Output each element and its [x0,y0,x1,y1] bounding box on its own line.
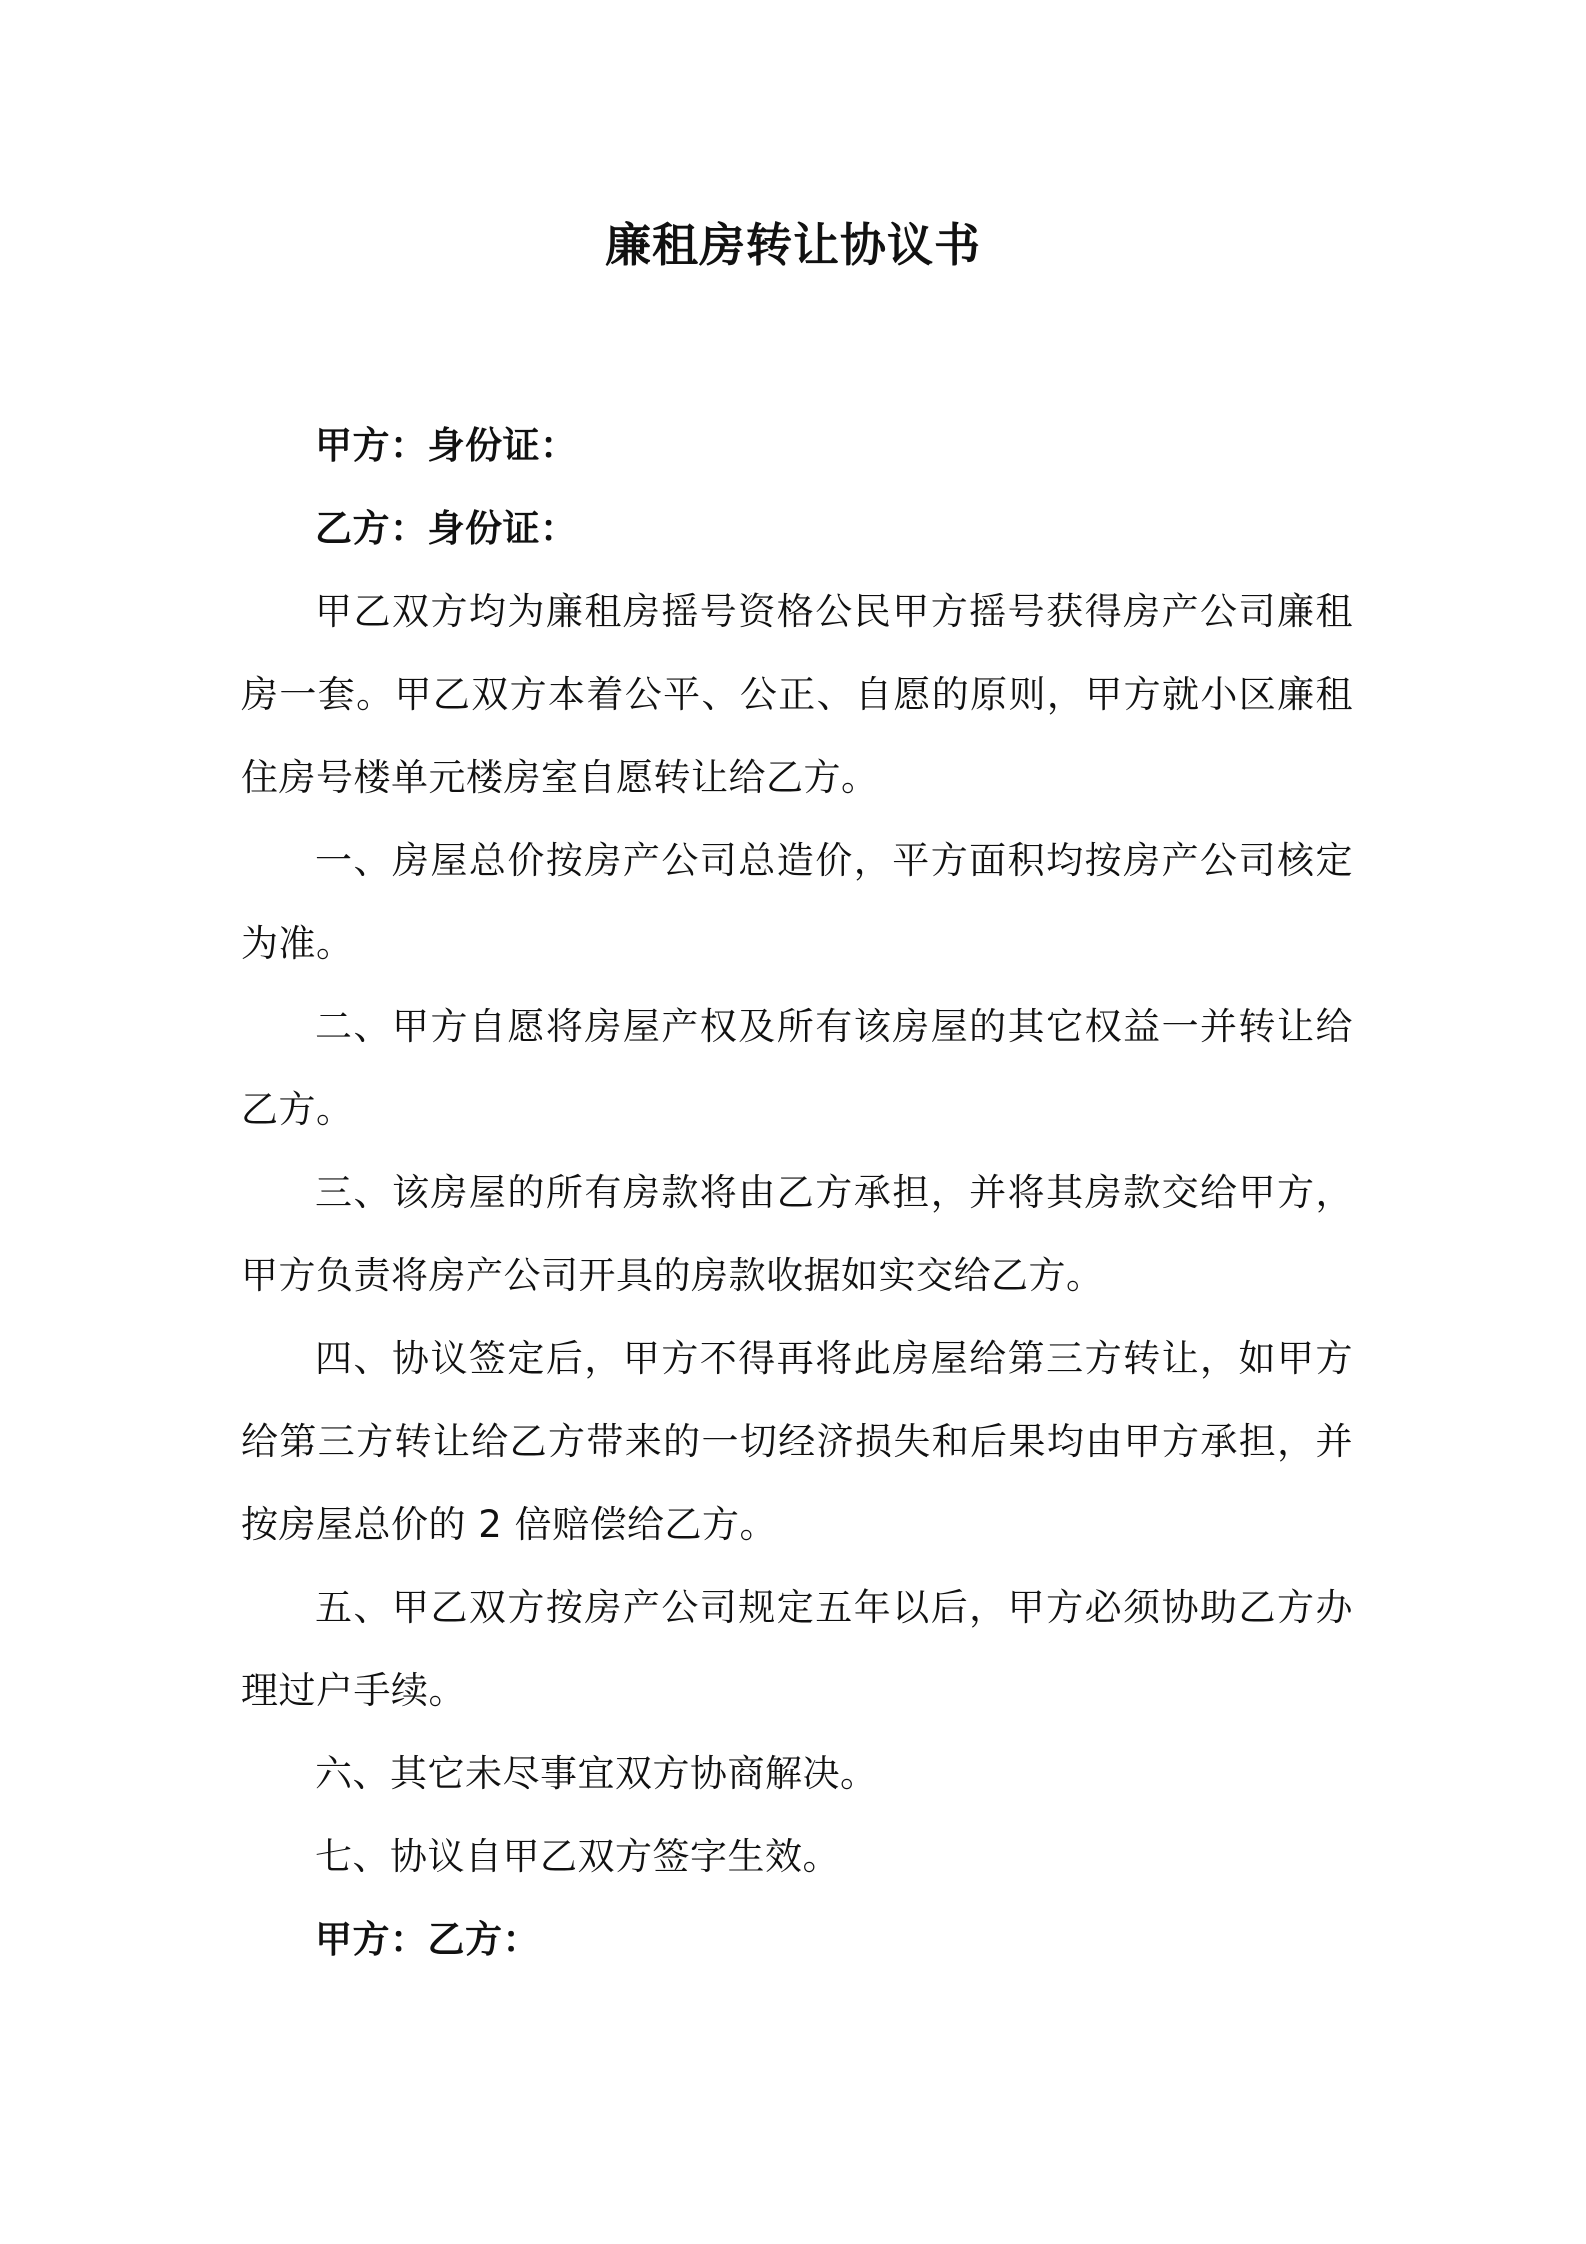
clause-6: 六、其它未尽事宜双方协商解决。 [315,1752,878,1795]
clause-4: 四、协议签定后，甲方不得再将此房屋给第三方转让，如甲方给第三方转让给乙方带来的一切经济损失和后果均由甲方承担，并按房屋总价的 2 倍赔偿给乙方。 [241,1337,1353,1546]
clause-7: 七、协议自甲乙双方签字生效。 [315,1835,840,1878]
clause-1: 一、房屋总价按房产公司总造价，平方面积均按房产公司核定为准。 [241,839,1353,965]
clause-5: 五、甲乙双方按房产公司规定五年以后，甲方必须协助乙方办理过户手续。 [241,1586,1353,1712]
intro-paragraph: 甲乙双方均为廉租房摇号资格公民甲方摇号获得房产公司廉租房一套。甲乙双方本着公平、公正、自愿的原则，甲方就小区廉租住房号楼单元楼房室自愿转让给乙方。 [241,590,1353,799]
signature-line: 甲方：乙方： [315,1918,540,1961]
document-body [241,404,1353,1981]
clause-3: 三、该房屋的所有房款将由乙方承担，并将其房款交给甲方，甲方负责将房产公司开具的房款收据如实交给乙方。 [241,1171,1353,1297]
document-title: 廉租房转让协议书 [605,218,981,272]
clause-2: 二、甲方自愿将房屋产权及所有该房屋的其它权益一并转让给乙方。 [241,1005,1353,1131]
party-b-line: 乙方：身份证： [315,507,578,550]
party-a-line: 甲方：身份证： [315,424,578,467]
